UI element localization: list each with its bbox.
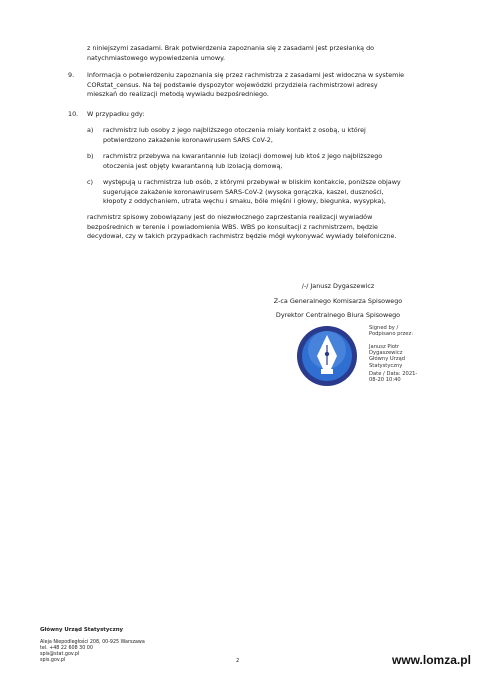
text-line: rachmistrz przebywa na kwarantannie lub izolacji domowej lub ktoś z jego najbliższego xyxy=(103,152,383,160)
pen-nib-hole xyxy=(325,352,329,356)
sub-item-b-label: b) xyxy=(87,152,94,160)
signatory-role-2: Dyrektor Centralnego Biura Spisowego xyxy=(275,311,401,319)
sub-item-a-label: a) xyxy=(87,126,94,134)
text-line: potwierdzono zakażenie koronawirusem SARS CoV-2, xyxy=(103,135,273,144)
sub-item-c-label: c) xyxy=(87,178,94,186)
text-line: występują u rachmistrza lub osób, z którymi przebywał w bliskim kontakcie, poniższe objawy xyxy=(103,178,401,186)
text-line: decydował, czy w takich przypadkach rachmistrz będzie mógł wykonywać wywiady telefoniczne. xyxy=(87,232,397,241)
esign-date xyxy=(369,371,439,383)
sub-item-b-text xyxy=(103,152,439,171)
esign-line: Główny Urząd xyxy=(369,356,406,363)
text-line: z niniejszymi zasadami. Brak potwierdzenia zapoznania się z zasadami jest przesłanką do xyxy=(87,44,375,52)
intro-paragraph xyxy=(87,44,439,63)
electronic-signature-seal-icon xyxy=(287,323,367,389)
text-line: rachmistrz spisowy zobowiązany jest do niezwłocznego zaprzestania realizacji wywiadów xyxy=(87,213,373,221)
item-9-number: 9. xyxy=(68,71,75,79)
esign-line: Signed by / xyxy=(369,325,399,331)
closing-paragraph xyxy=(87,213,439,242)
esign-signed-by xyxy=(369,325,439,337)
item-9-paragraph xyxy=(87,71,439,100)
text-line: rachmistrz lub osoby z jego najbliższego otoczenia miały kontakt z osobą, u której xyxy=(103,126,366,134)
footer-phone: tel. +48 22 608 30 00 xyxy=(40,646,93,651)
page-number: 2 xyxy=(236,658,240,664)
text-line: mieszkań do realizacji metodą wywiadu bezpośredniego. xyxy=(87,90,269,99)
footer-address: Aleja Niepodległości 208, 00-925 Warszawa xyxy=(40,640,145,645)
text-line: Informacja o potwierdzeniu zapoznania się przez rachmistrza z zasadami jest widoczna w systemie xyxy=(87,71,405,79)
footer-website: spis.gov.pl xyxy=(40,658,66,663)
text-line: otoczenia jest objęty kwarantanną lub izolacją domową, xyxy=(103,161,283,170)
sub-item-c-text xyxy=(103,178,439,207)
text-line: CORstat_census. Na tej podstawie dyspozytor wojewódzki przydziela rachmistrzowi adresy xyxy=(87,80,378,89)
esign-line: Date / Data: 2021- xyxy=(369,371,418,377)
text-line: bezpośrednich w terenie i powiadomienia WBS. WBS po konsultacji z rachmistrzem, będzie xyxy=(87,222,378,231)
signatory-role-1: Z-ca Generalnego Komisarza Spisowego xyxy=(273,297,403,305)
esign-line: 08-20 10:40 xyxy=(369,377,401,384)
esign-signer xyxy=(369,344,439,369)
signatory-name: /-/ Janusz Dygaszewicz xyxy=(301,282,375,290)
footer-org-name: Główny Urząd Statystyczny xyxy=(40,627,124,633)
item-10-intro: W przypadku gdy: xyxy=(87,110,145,118)
esign-line: Janusz Piotr xyxy=(369,344,400,350)
text-line: kłopoty z oddychaniem, utrata węchu i smaku, bóle mięśni i głowy, biegunka, wysypka), xyxy=(103,197,386,206)
pen-grip xyxy=(321,369,333,374)
esign-line: Podpisano przez: xyxy=(369,331,413,338)
text-line: natychmiastowego wypowiedzenia umowy. xyxy=(87,53,225,62)
esign-line: Statystyczny xyxy=(369,362,403,369)
watermark: www.lomza.pl xyxy=(392,653,471,667)
sub-item-a-text xyxy=(103,126,439,145)
footer-email: spis@stat.gov.pl xyxy=(40,652,80,657)
esign-line: Dygaszewicz xyxy=(369,350,403,357)
text-line: sugerujące zakażenie koronawirusem SARS-CoV-2 (wysoka gorączka, kaszel, duszności, xyxy=(103,187,384,196)
item-10-number: 10. xyxy=(68,110,79,118)
